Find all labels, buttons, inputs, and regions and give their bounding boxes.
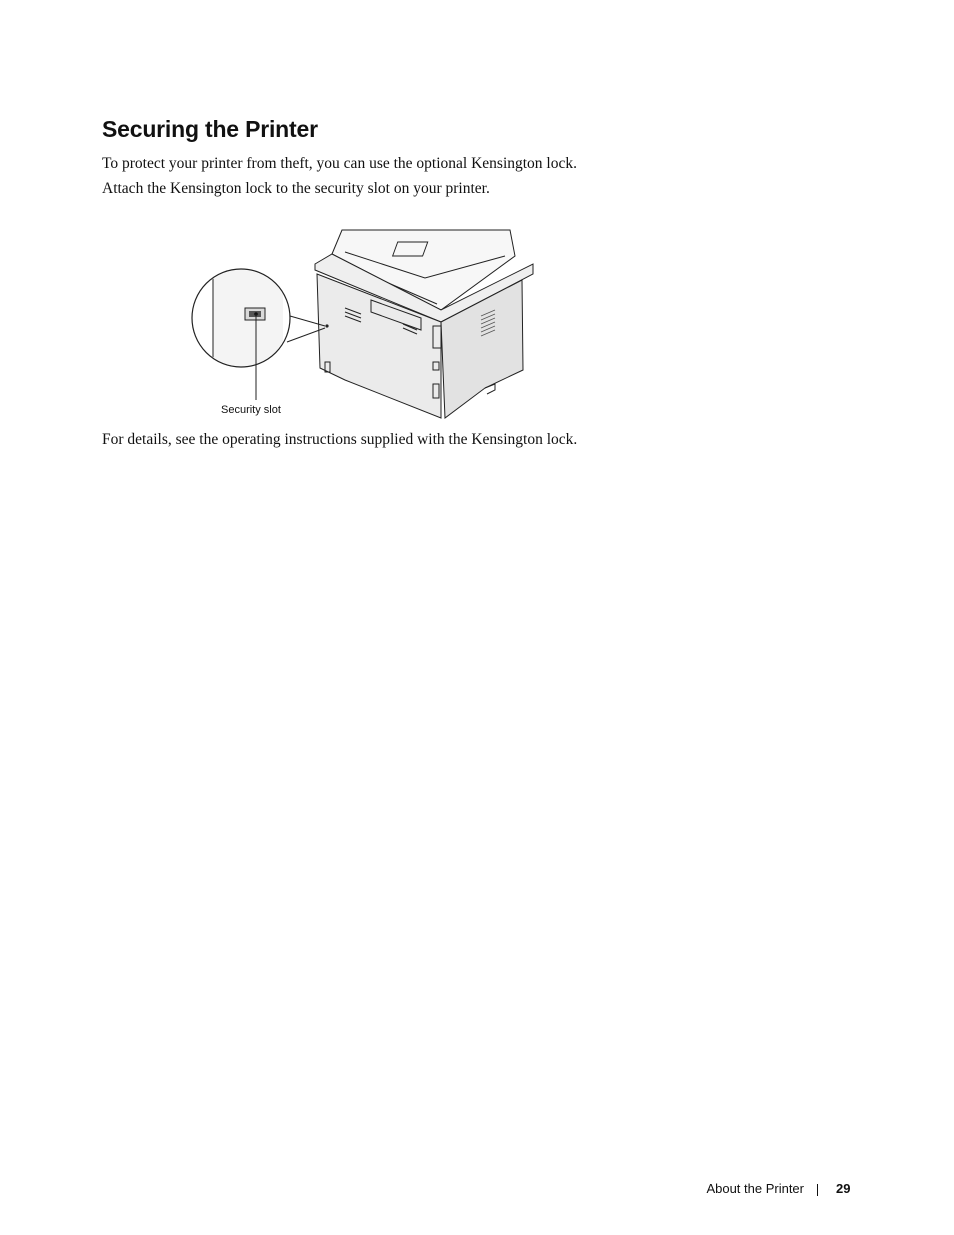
security-slot-marker: [325, 324, 328, 327]
details-paragraph: For details, see the operating instructions supplied with the Kensington lock.: [102, 431, 578, 448]
intro-paragraph: To protect your printer from theft, you can use the optional Kensington lock.: [102, 155, 577, 172]
printer-body: [315, 230, 533, 418]
magnifier-detail: [192, 262, 290, 382]
page-number: 29: [836, 1181, 851, 1196]
page-title: Securing the Printer: [102, 116, 318, 142]
security-slot-callout: Security slot: [221, 404, 281, 416]
footer-section-name: About the Printer: [706, 1181, 804, 1196]
page-footer: [0, 1181, 954, 1201]
footer-divider: [817, 1184, 818, 1196]
printer-rear-illustration: [185, 222, 545, 422]
instruction-paragraph: Attach the Kensington lock to the security slot on your printer.: [102, 180, 490, 197]
